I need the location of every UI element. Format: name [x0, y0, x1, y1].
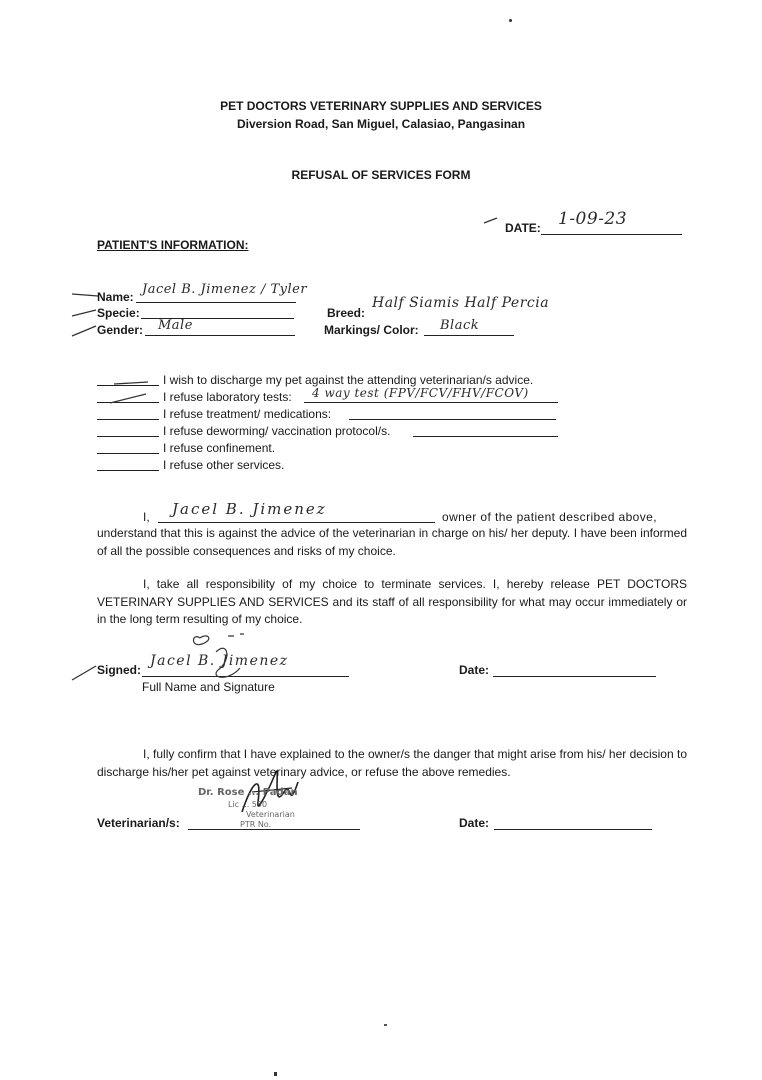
name-value: Jacel B. Jimenez / Tyler — [142, 282, 308, 297]
confirmation-paragraph — [97, 746, 687, 781]
scan-speck — [509, 19, 512, 22]
date-label: DATE: — [505, 221, 541, 235]
signed-date-label: Date: — [459, 663, 490, 677]
stamp-title: Veterinarian — [246, 810, 295, 819]
option-label: I refuse confinement. — [163, 441, 276, 455]
signature-caption: Full Name and Signature — [142, 680, 275, 694]
signed-tick-mark — [70, 662, 100, 684]
company-address: Diversion Road, San Miguel, Calasiao, Pangasinan — [236, 117, 526, 131]
signed-date-line[interactable] — [493, 676, 656, 677]
option-detail-line — [349, 419, 556, 420]
option-label: I refuse deworming/ vaccination protocol/s. — [163, 424, 391, 438]
patient-tick-marks — [70, 286, 100, 346]
markings-label: Markings/ Color: — [324, 323, 419, 337]
veterinarian-line[interactable] — [188, 829, 360, 830]
owner-name-line — [158, 522, 435, 523]
breed-value: Half Siamis Half Percia — [372, 295, 550, 311]
owner-name-value: Jacel B. Jimenez — [172, 500, 327, 518]
statement-text-1: owner of the patient described above, — [442, 510, 657, 524]
scan-speck — [384, 1024, 387, 1026]
statement-text-2: understand that this is against the advice of the veterinarian in charge on his/ her deputy. I have been informed of all the possible consequences and risks of my choice. — [97, 526, 687, 558]
specie-label: Specie: — [97, 306, 140, 320]
option-label: I refuse laboratory tests: — [163, 390, 292, 404]
signed-label: Signed: — [97, 663, 141, 677]
date-value: 1-09-23 — [558, 209, 628, 229]
statement-prefix: I, — [143, 510, 150, 524]
stamp-name: Dr. Rose ... Padan — [198, 787, 298, 798]
option-detail-value: 4 way test (FPV/FCV/FHV/FCOV) — [312, 386, 529, 400]
name-line — [136, 302, 296, 303]
date-tick-mark — [483, 215, 499, 227]
gender-label: Gender: — [97, 323, 144, 337]
option-detail-line — [413, 436, 558, 437]
company-name: PET DOCTORS VETERINARY SUPPLIES AND SERVICES — [220, 99, 542, 113]
option-blank[interactable] — [97, 470, 159, 471]
breed-label: Breed: — [327, 306, 366, 320]
option-blank[interactable] — [97, 419, 159, 420]
option-blank[interactable] — [97, 453, 159, 454]
markings-line — [424, 335, 514, 336]
gender-line — [145, 335, 295, 336]
option-detail-line — [304, 402, 558, 403]
responsibility-paragraph — [97, 576, 687, 629]
option-label: I wish to discharge my pet against the attending veterinarian/s advice. — [163, 373, 534, 387]
option-label: I refuse treatment/ medications: — [163, 407, 332, 421]
markings-value: Black — [440, 318, 480, 333]
veterinarian-date-label: Date: — [459, 816, 490, 830]
signed-value: Jacel B. Jimenez — [150, 653, 289, 669]
responsibility-text: I, take all responsibility of my choice to terminate services. I, hereby release PET DOCTORS VETERINARY SUPPLIES AND SERVICES and its staff of all responsibility for what may occur immediately or in the long term resulting of my choice. — [97, 577, 687, 626]
confirmation-text: I, fully confirm that I have explained to the owner/s the danger that might arise from his/ her decision to discharge his/her pet against veterinary advice, or refuse the above remedies. — [97, 747, 687, 779]
option-check-mark — [108, 392, 150, 406]
stamp-ptr: PTR No. — [240, 820, 272, 829]
option-label: I refuse other services. — [163, 458, 285, 472]
date-line — [541, 234, 682, 235]
veterinarian-date-line[interactable] — [494, 829, 652, 830]
gender-value: Male — [158, 318, 193, 333]
veterinarian-label: Veterinarian/s: — [97, 816, 180, 830]
form-title: REFUSAL OF SERVICES FORM — [291, 168, 471, 182]
name-label: Name: — [97, 290, 134, 304]
patient-section-title: PATIENT'S INFORMATION: — [97, 238, 249, 252]
stamp-license: Lic ... 550 — [228, 800, 268, 809]
option-blank[interactable] — [97, 436, 159, 437]
scan-speck — [274, 1072, 277, 1076]
option-check-mark — [112, 378, 152, 388]
